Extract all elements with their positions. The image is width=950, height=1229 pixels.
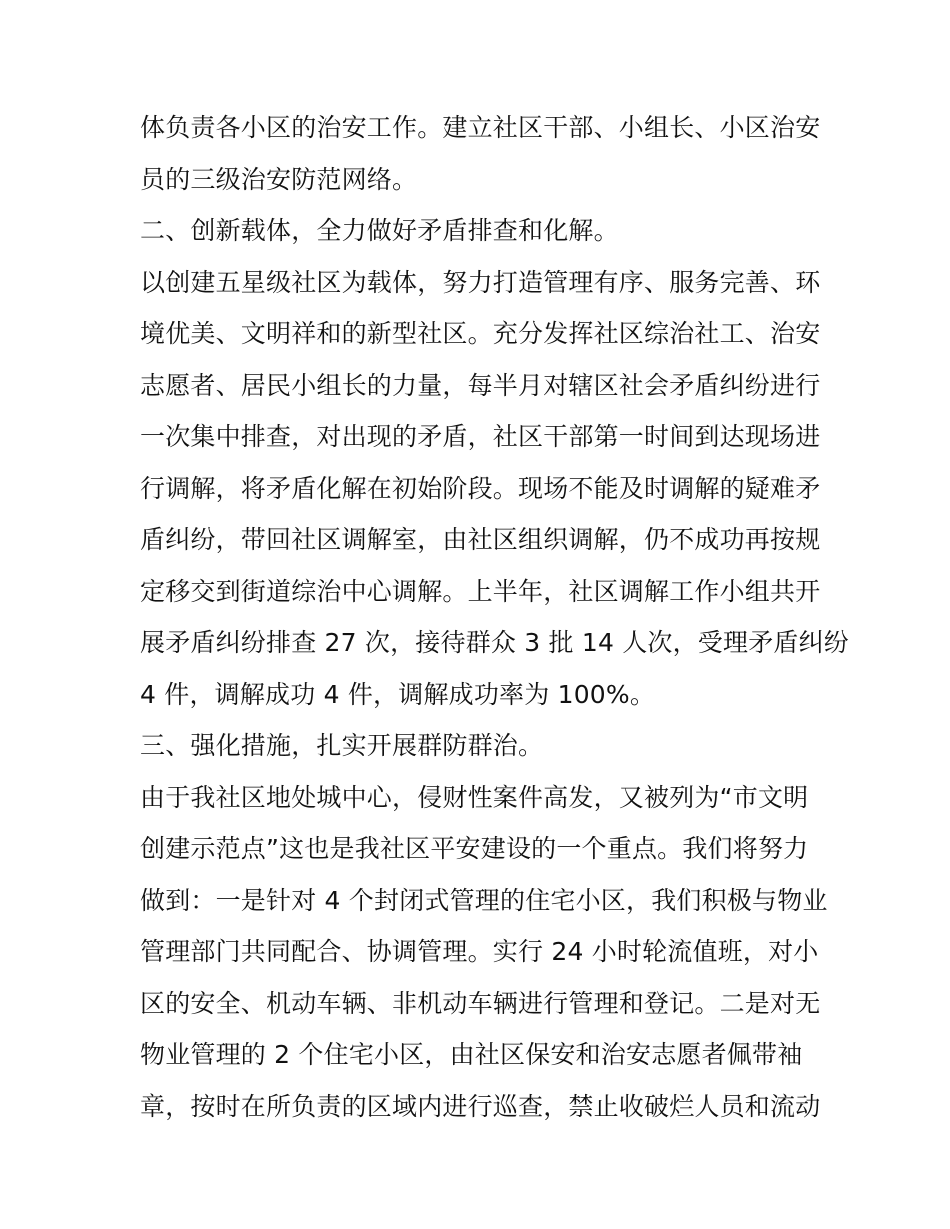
text-line: 章，按时在所负责的区域内进行巡查，禁止收破烂人员和流动 [140, 1092, 821, 1121]
text-line: 一次集中排查，对出现的矛盾，社区干部第一时间到达现场进 [140, 422, 821, 451]
text-line: 以创建五星级社区为载体，努力打造管理有序、服务完善、环 [140, 268, 821, 297]
text-line: 境优美、文明祥和的新型社区。充分发挥社区综治社工、治安 [140, 319, 821, 348]
text-line: 志愿者、居民小组长的力量，每半月对辖区社会矛盾纠纷进行 [140, 371, 821, 400]
text-line: 创建示范点”这也是我社区平安建设的一个重点。我们将努力 [140, 834, 809, 863]
text-line: 体负责各小区的治安工作。建立社区干部、小组长、小区治安 [140, 113, 821, 142]
text-line: 4 件，调解成功 4 件，调解成功率为 100%。 [140, 680, 656, 709]
text-line: 定移交到街道综治中心调解。上半年，社区调解工作小组共开 [140, 577, 821, 606]
text-line: 管理部门共同配合、协调管理。实行 24 小时轮流值班，对小 [140, 937, 819, 966]
text-line: 物业管理的 2 个住宅小区，由社区保安和治安志愿者佩带袖 [140, 1040, 803, 1069]
section-heading: 三、强化措施，扎实开展群防群治。 [140, 731, 544, 760]
text-line: 做到：一是针对 4 个封闭式管理的住宅小区，我们积极与物业 [140, 886, 828, 915]
text-line: 盾纠纷，带回社区调解室，由社区组织调解，仍不成功再按规 [140, 525, 821, 554]
text-line: 员的三级治安防范网络。 [140, 165, 418, 194]
text-line: 由于我社区地处城中心，侵财性案件高发，又被列为“市文明 [140, 783, 809, 812]
section-heading: 二、创新载体，全力做好矛盾排查和化解。 [140, 216, 619, 245]
text-line: 行调解，将矛盾化解在初始阶段。现场不能及时调解的疑难矛 [140, 474, 821, 503]
text-line: 展矛盾纠纷排查 27 次，接待群众 3 批 14 人次，受理矛盾纠纷 [140, 628, 850, 657]
text-line: 区的安全、机动车辆、非机动车辆进行管理和登记。二是对无 [140, 989, 821, 1018]
